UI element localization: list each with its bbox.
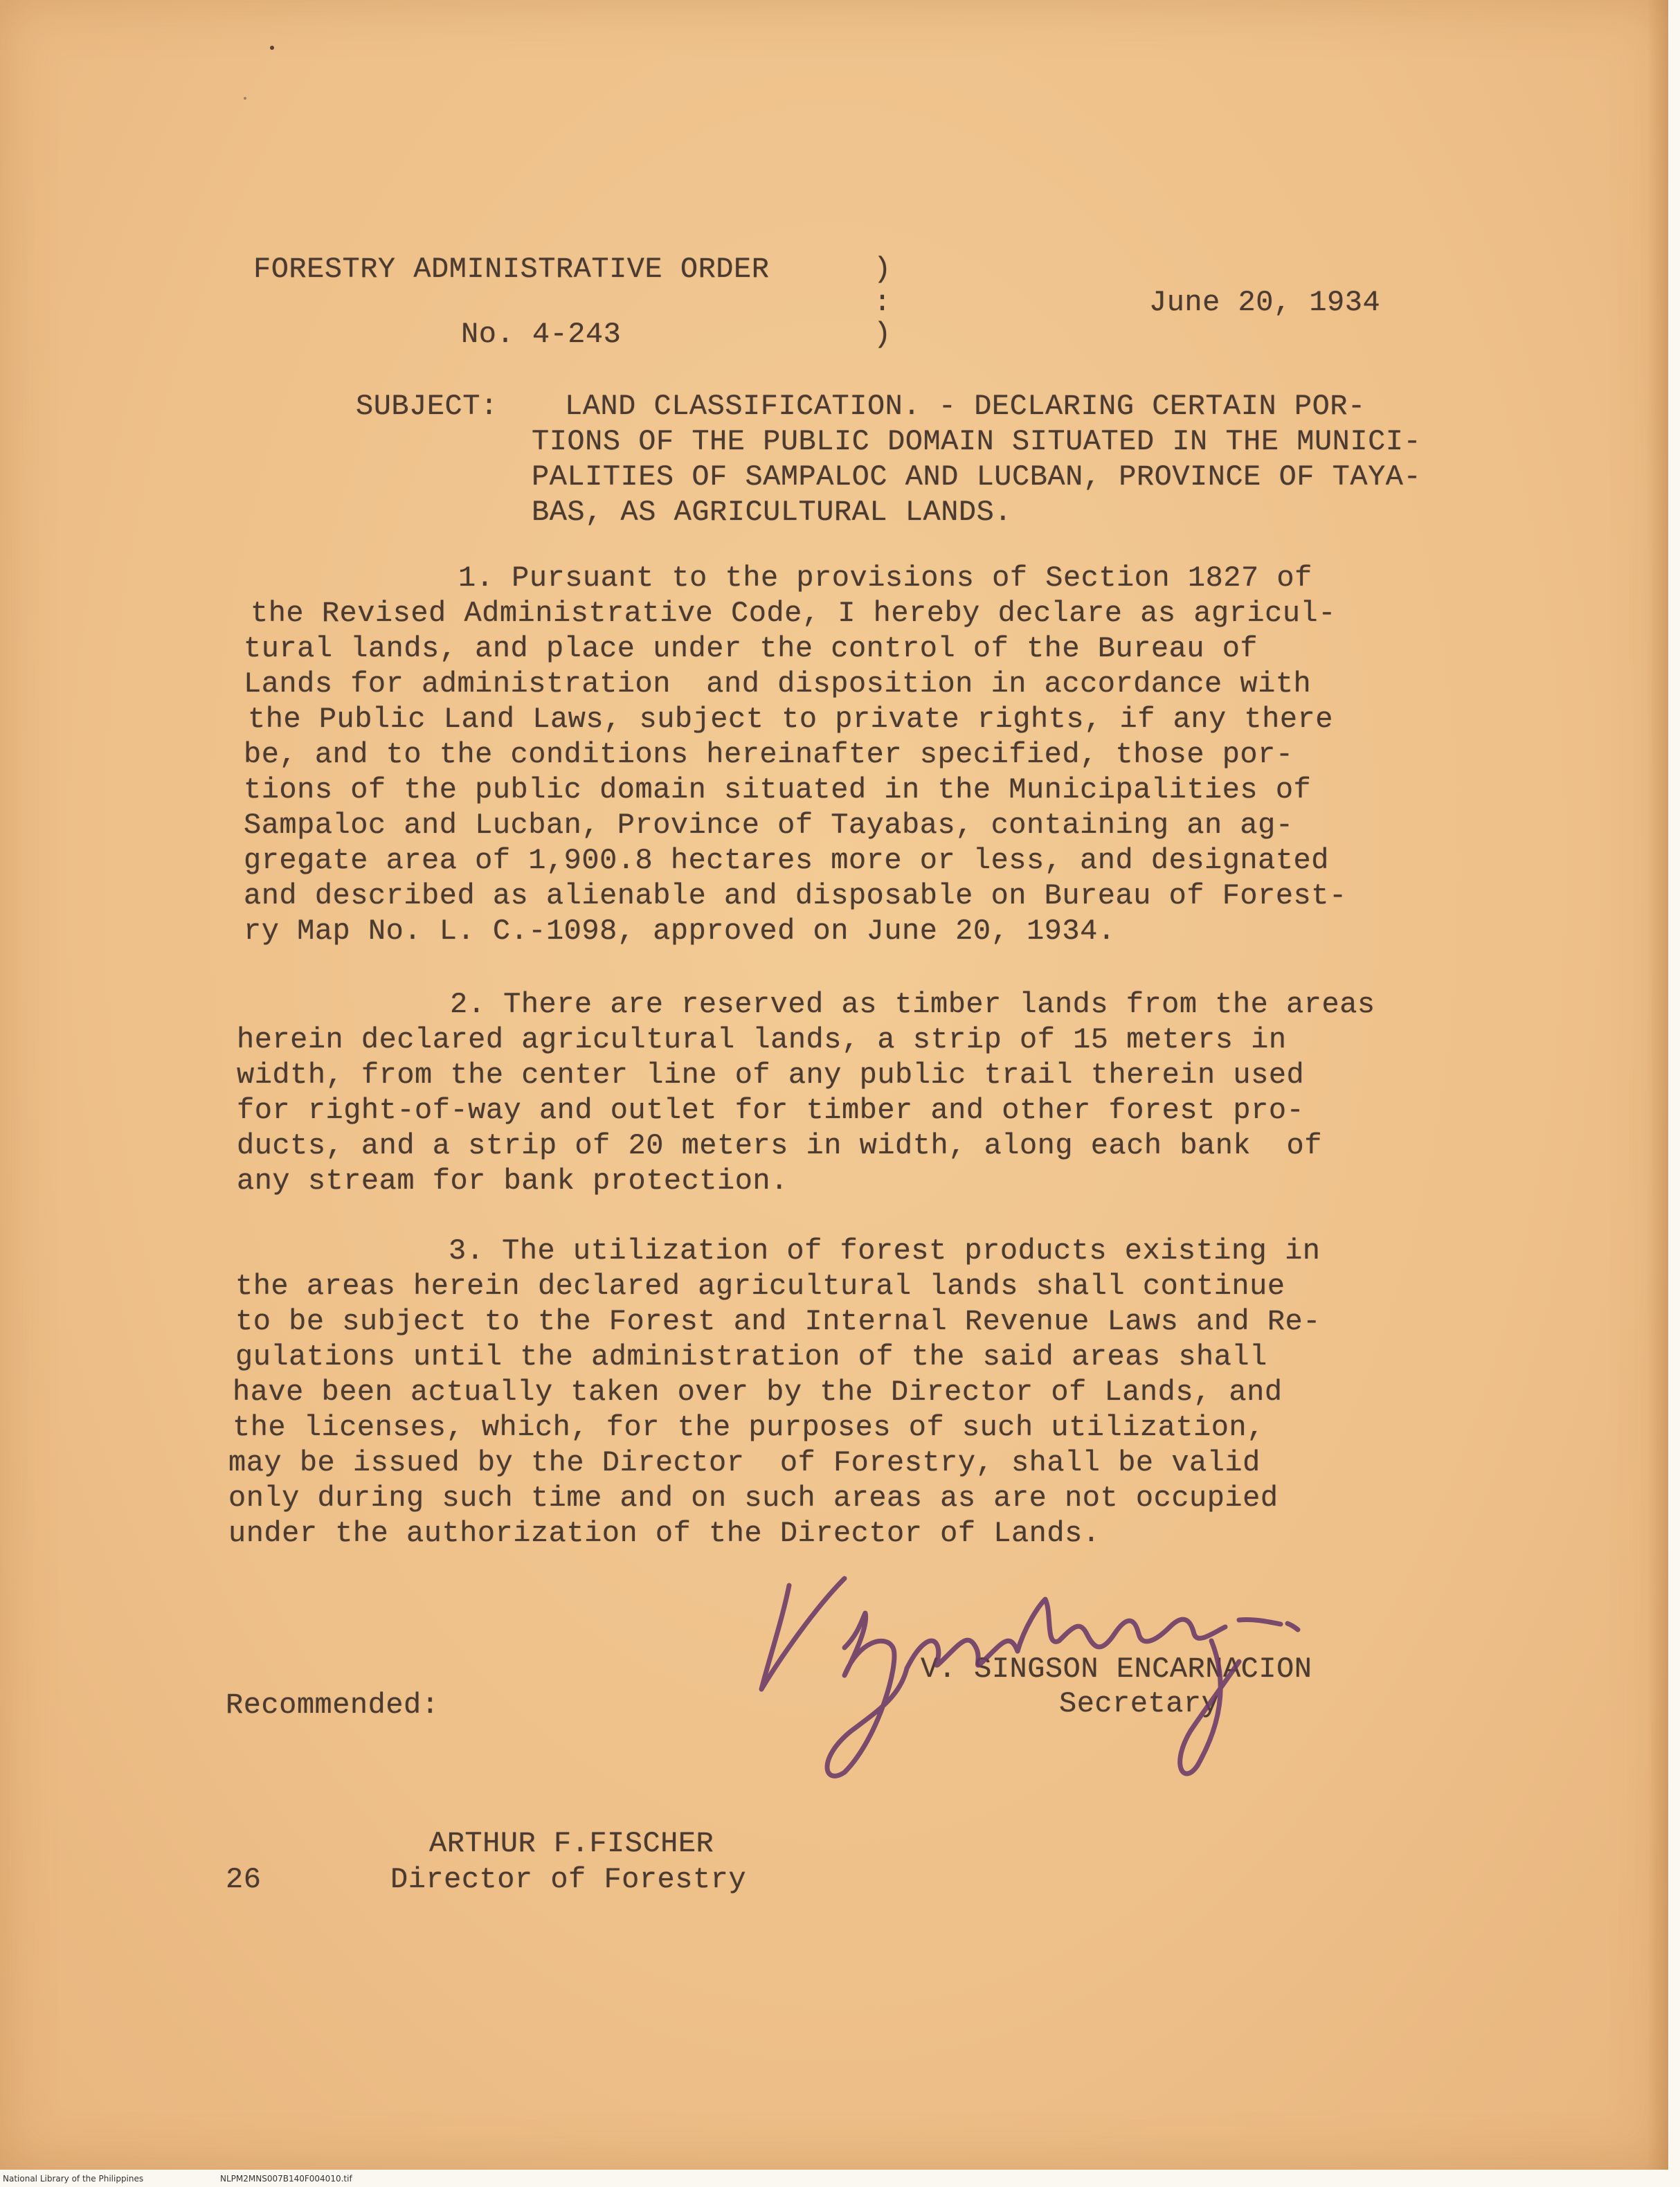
paragraph-line: herein declared agricultural lands, a strip of 15 meters in — [237, 1023, 1287, 1056]
paragraph-line: tions of the public domain situated in the Municipalities of — [244, 773, 1312, 807]
recommended-name: ARTHUR F.FISCHER — [429, 1827, 714, 1860]
recommended-label: Recommended: — [226, 1689, 440, 1722]
scan-footer — [0, 2171, 1680, 2187]
bracket-top: ) — [874, 253, 892, 286]
order-date: June 20, 1934 — [1149, 286, 1381, 319]
bracket-bottom: ) — [874, 318, 892, 351]
order-number: No. 4-243 — [461, 318, 622, 351]
paragraph-line: may be issued by the Director of Forestry, shall be valid — [228, 1446, 1261, 1479]
paragraph-line: only during such time and on such areas as are not occupied — [228, 1482, 1279, 1515]
paragraph-line: the Public Land Laws, subject to private rights, if any there — [248, 703, 1333, 736]
subject-label: SUBJECT: — [356, 390, 498, 423]
paragraph-line: tural lands, and place under the control of the Bureau of — [244, 632, 1258, 665]
recommended-title: Director of Forestry — [390, 1863, 747, 1896]
paragraph-line: have been actually taken over by the Director of Lands, and — [233, 1376, 1283, 1409]
paragraph-line: 3. The utilization of forest products existing in — [449, 1234, 1321, 1268]
footer-filename: NLPM2MNS007B140F004010.tif — [220, 2174, 352, 2184]
page-edge-shadow — [1647, 0, 1668, 2170]
signatory-name: V. SINGSON ENCARNACION — [921, 1653, 1312, 1686]
paragraph-line: ry Map No. L. C.-1098, approved on June 20, 1934. — [244, 915, 1116, 948]
paragraph-line: 2. There are reserved as timber lands from the areas — [450, 988, 1375, 1021]
paragraph-line: the areas herein declared agricultural lands shall continue — [235, 1270, 1285, 1303]
bracket-middle: : — [874, 286, 892, 319]
paragraph-line: the Revised Administrative Code, I hereby declare as agricul- — [251, 597, 1336, 630]
paragraph-line: to be subject to the Forest and Internal Revenue Laws and Re- — [235, 1305, 1321, 1338]
subject-line: BAS, AS AGRICULTURAL LANDS. — [532, 496, 1013, 529]
signatory-title: Secretary — [1059, 1687, 1220, 1720]
subject-line: PALITIES OF SAMPALOC AND LUCBAN, PROVINCE OF TAYA- — [532, 460, 1422, 494]
subject-line: TIONS OF THE PUBLIC DOMAIN SITUATED IN THE MUNICI- — [532, 425, 1422, 458]
paper-speck — [270, 46, 274, 50]
handwritten-signature — [741, 1558, 1308, 1779]
paragraph-line: be, and to the conditions hereinafter specified, those por- — [244, 738, 1294, 771]
paragraph-line: 1. Pursuant to the provisions of Section 1827 of — [458, 561, 1312, 595]
paragraph-line: the licenses, which, for the purposes of such utilization, — [233, 1411, 1265, 1444]
footer-institution: National Library of the Philippines — [3, 2174, 144, 2184]
paragraph-line: any stream for bank protection. — [237, 1164, 788, 1198]
paragraph-line: gregate area of 1,900.8 hectares more or less, and designated — [244, 844, 1329, 877]
paragraph-line: Lands for administration and disposition in accordance with — [244, 667, 1312, 701]
paragraph-3 — [228, 1234, 1321, 1622]
paragraph-line: Sampaloc and Lucban, Province of Tayabas, containing an ag- — [244, 809, 1294, 842]
paragraph-line: and described as alienable and disposable on Bureau of Forest- — [244, 879, 1347, 912]
paragraph-line: for right-of-way and outlet for timber and other forest pro- — [237, 1094, 1305, 1127]
paragraph-line: width, from the center line of any public trail therein used — [237, 1059, 1305, 1092]
page-number: 26 — [226, 1863, 262, 1896]
paragraph-line: ducts, and a strip of 20 meters in width, along each bank of — [237, 1129, 1322, 1162]
subject-line: LAND CLASSIFICATION. - DECLARING CERTAIN POR- — [565, 390, 1366, 423]
order-title: FORESTRY ADMINISTRATIVE ORDER — [253, 253, 770, 286]
paper-speck — [244, 97, 246, 100]
paragraph-line: gulations until the administration of the said areas shall — [235, 1340, 1267, 1374]
paragraph-line: under the authorization of the Director of Lands. — [228, 1517, 1101, 1550]
